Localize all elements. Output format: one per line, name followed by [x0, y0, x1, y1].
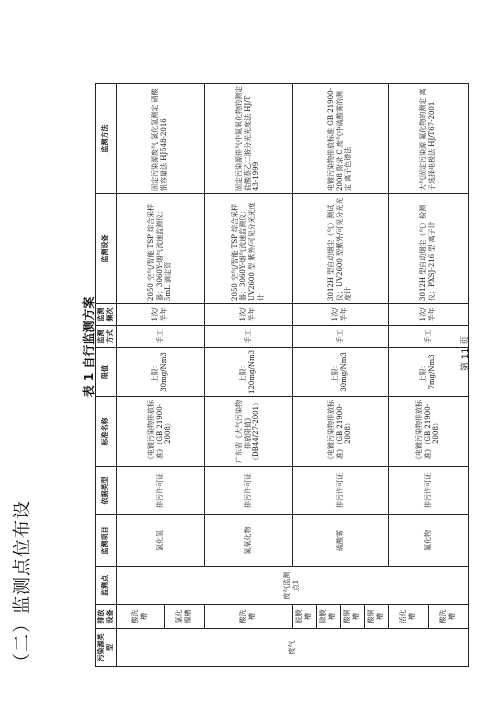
header-cell: 限值 — [96, 347, 117, 396]
monitoring-plan-table — [95, 83, 469, 667]
standard-cell: 《电镀污染物排放标准》（GB 21900-2008） — [388, 397, 468, 467]
method-cell: 固定污染源排气中氮氧化物的测定 盐酸萘乙二胺分光光度法 HJ/T 43-1999 — [204, 83, 292, 193]
item-cell: 氟化物 — [388, 515, 468, 567]
mode-cell: 手工 — [388, 325, 468, 347]
equipment-cell: 脱膜槽 — [292, 605, 316, 629]
freq-cell: 1次/半年 — [292, 303, 388, 325]
equipment-cell: 酸洗槽 — [116, 605, 164, 629]
limit-cell: 上限：7mg/Nm3 — [388, 347, 468, 396]
basis-cell: 排污许可证 — [292, 467, 388, 515]
mode-cell: 手工 — [116, 325, 204, 347]
header-cell: 排放设备 — [96, 605, 117, 629]
limit-cell: 上限：30mg/Nm3 — [116, 347, 204, 396]
basis-cell: 排污许可证 — [204, 467, 292, 515]
item-cell: 氯化氢 — [116, 515, 204, 567]
equipment-cell: 酸洗槽 — [204, 605, 292, 629]
page-number: 第 11 页 — [461, 335, 471, 372]
standard-cell: 《电镀污染物排放标准》（GB 21900-2008） — [116, 397, 204, 467]
header-cell: 监测设备 — [96, 193, 117, 303]
device-cell: 3012H 型自动烟尘（气）测试仪；UV2600 型紫外/可见分光光度计 — [292, 193, 388, 303]
limit-cell: 上限：120mg/Nm3 — [204, 347, 292, 396]
device-cell: 2050 空气/智能 TSP 综合采样器；3060Y-烟气流速监测仪；5mL 滴定管 — [116, 193, 204, 303]
header-cell: 监测方法 — [96, 83, 117, 193]
header-cell: 污染源类型 — [96, 629, 117, 667]
table-header-row — [96, 83, 117, 666]
equipment-cell: 除膜槽 — [316, 605, 340, 629]
equipment-cell: 氯化镍槽 — [164, 605, 204, 629]
basis-cell: 排污许可证 — [388, 467, 468, 515]
table-caption: 表 1 自行监测方案 — [82, 296, 96, 398]
header-cell: 监测点 — [96, 567, 117, 605]
freq-cell: 1次/半年 — [204, 303, 292, 325]
method-cell: 电镀污染物排放标准 GB 21900-2008 附录 C 废气中硫酸雾的测定 离子色谱法 — [292, 83, 388, 193]
standard-cell: 广东省《大气污染物排放限值》（DB44/27-2001） — [204, 397, 292, 467]
basis-cell: 排污许可证 — [116, 467, 204, 515]
method-cell: 固定污染源废气 氯化氢测定 硝酸银容量法 HJ548-2016 — [116, 83, 204, 193]
equipment-cell: 活化槽 — [388, 605, 428, 629]
item-cell: 氮氧化物 — [204, 515, 292, 567]
standard-cell: 《电镀污染物排放标准》（GB 21900-2008） — [292, 397, 388, 467]
header-cell: 监测项目 — [96, 515, 117, 567]
equipment-cell: 酸铜槽 — [340, 605, 364, 629]
freq-cell: 1次/半年 — [116, 303, 204, 325]
header-cell: 依据类型 — [96, 467, 117, 515]
mode-cell: 手工 — [204, 325, 292, 347]
device-cell: 2050 空气/智能 TSP 综合采样器；3060Y-烟气流速监测仪；UV2600 型 紫外/可见分光光度计 — [204, 193, 292, 303]
monitoring-point-cell: 废气监测点1 — [116, 567, 468, 605]
table-row — [116, 83, 164, 666]
mode-cell: 手工 — [292, 325, 388, 347]
method-cell: 大气固定污染源 氟化物的测定 离子选择电极法 HJ/T67-2001 — [388, 83, 468, 193]
header-cell: 监测频次 — [96, 303, 117, 325]
pollution-type-cell: 废气 — [116, 629, 468, 667]
item-cell: 硫酸雾 — [292, 515, 388, 567]
section-heading: （二）监测点位布设 — [12, 500, 33, 671]
header-cell: 标准名称 — [96, 397, 117, 467]
device-cell: 3012H 型自动烟尘（气）检测仪；PXSJ-216 型 离子计 — [388, 193, 468, 303]
equipment-cell: 酸洗槽 — [428, 605, 468, 629]
limit-cell: 上限：30mg/Nm3 — [292, 347, 388, 396]
equipment-cell: 酸铜槽 — [364, 605, 388, 629]
header-cell: 监测方式 — [96, 325, 117, 347]
freq-cell: 1次/半年 — [388, 303, 468, 325]
